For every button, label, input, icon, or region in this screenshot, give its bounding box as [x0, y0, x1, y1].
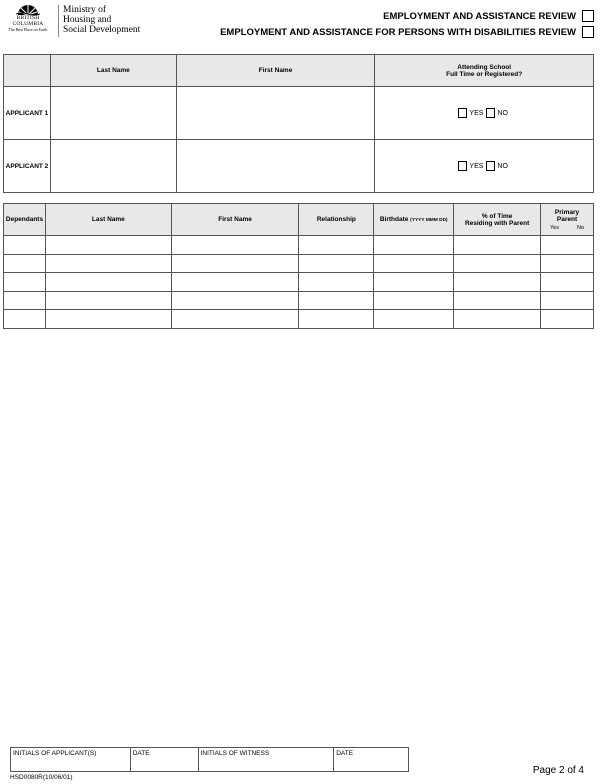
dependant-primary-parent-field[interactable]	[541, 254, 594, 273]
percent-line2: Residing with Parent	[464, 219, 530, 227]
dependant-relationship-field[interactable]	[299, 310, 374, 329]
dependants-table	[3, 203, 594, 329]
dependant-birthdate-field[interactable]	[374, 273, 454, 292]
dependant-last-name-field[interactable]	[45, 236, 171, 255]
dependant-first-name-field[interactable]	[171, 310, 299, 329]
dependant-last-name-field[interactable]	[45, 273, 171, 292]
dependant-birthdate-field[interactable]	[374, 291, 454, 310]
applicant-school-cell	[375, 140, 594, 193]
date-field-2[interactable]: DATE	[334, 748, 409, 772]
form-number: HSD0080R(10/06/01)	[10, 774, 73, 781]
dependant-birthdate-field[interactable]	[374, 310, 454, 329]
primary-line2: Parent	[556, 215, 578, 223]
primary-line1: Primary	[554, 208, 580, 216]
header-last-name: Last Name	[50, 55, 176, 87]
dependant-last-name-field[interactable]	[45, 291, 171, 310]
primary-yes-no-labels	[541, 225, 593, 231]
header-percent-time	[454, 204, 541, 236]
review-title-1: EMPLOYMENT AND ASSISTANCE REVIEW	[383, 10, 576, 22]
review-checkbox-2[interactable]	[582, 26, 594, 38]
header-first-name: First Name	[176, 55, 375, 87]
primary-no-label: No	[576, 224, 584, 231]
dependant-relationship-field[interactable]	[299, 273, 374, 292]
dependant-primary-parent-field[interactable]	[541, 273, 594, 292]
sun-logo-icon	[16, 2, 40, 16]
no-checkbox[interactable]	[486, 161, 495, 171]
bc-logo	[4, 2, 52, 38]
date-field-1[interactable]: DATE	[130, 748, 198, 772]
header-primary-parent	[541, 204, 594, 236]
dependant-primary-parent-field[interactable]	[541, 291, 594, 310]
ministry-name	[58, 5, 140, 37]
initials-witness-field[interactable]: INITIALS OF WITNESS	[198, 748, 334, 772]
dependant-percent-field[interactable]	[454, 273, 541, 292]
applicant-last-name-field[interactable]	[50, 87, 176, 140]
review-type-row-1	[383, 10, 594, 22]
ministry-line: Ministry of	[63, 5, 107, 15]
dependant-birthdate-field[interactable]	[374, 236, 454, 255]
logo-text-british: BRITISH	[16, 15, 40, 21]
dependant-last-name-field[interactable]	[45, 310, 171, 329]
dependant-birthdate-field[interactable]	[374, 254, 454, 273]
dependant-percent-field[interactable]	[454, 310, 541, 329]
yes-checkbox[interactable]	[458, 108, 467, 118]
initials-table	[10, 747, 409, 772]
applicant-label: APPLICANT 1	[4, 87, 51, 140]
dependant-row	[4, 291, 594, 310]
dependant-number-cell[interactable]	[4, 254, 46, 273]
ministry-line: Housing and	[63, 15, 112, 25]
dependant-first-name-field[interactable]	[171, 236, 299, 255]
applicants-header-row	[4, 55, 594, 87]
review-title-2: EMPLOYMENT AND ASSISTANCE FOR PERSONS WITH DISABILITIES REVIEW	[220, 26, 576, 38]
yes-no-group	[375, 161, 593, 171]
dependant-first-name-field[interactable]	[171, 291, 299, 310]
review-checkbox-1[interactable]	[582, 10, 594, 22]
header-attending-school	[375, 55, 594, 87]
dependant-first-name-field[interactable]	[171, 254, 299, 273]
header-birthdate	[374, 204, 454, 236]
yes-label: YES	[469, 109, 484, 117]
dependant-relationship-field[interactable]	[299, 291, 374, 310]
primary-yes-label: Yes	[550, 224, 559, 231]
header-dependants: Dependants	[4, 204, 46, 236]
percent-line1: % of Time	[481, 212, 513, 220]
applicant-row	[4, 87, 594, 140]
dependants-header-row	[4, 204, 594, 236]
header-relationship: Relationship	[299, 204, 374, 236]
dependant-row	[4, 254, 594, 273]
page-number: Page 2 of 4	[532, 765, 584, 776]
no-label: NO	[497, 109, 508, 117]
dependant-relationship-field[interactable]	[299, 254, 374, 273]
applicant-first-name-field[interactable]	[176, 140, 375, 193]
ministry-line: Social Development	[63, 25, 141, 35]
dependant-relationship-field[interactable]	[299, 236, 374, 255]
header-blank	[4, 55, 51, 87]
applicant-school-cell	[375, 87, 594, 140]
dependant-first-name-field[interactable]	[171, 273, 299, 292]
dependant-number-cell[interactable]	[4, 273, 46, 292]
dependants-body	[4, 236, 594, 329]
dependant-primary-parent-field[interactable]	[541, 310, 594, 329]
review-type-row-2	[220, 26, 594, 38]
applicant-first-name-field[interactable]	[176, 87, 375, 140]
form-header	[0, 0, 600, 44]
dependant-number-cell[interactable]	[4, 291, 46, 310]
dependant-percent-field[interactable]	[454, 254, 541, 273]
dependant-number-cell[interactable]	[4, 310, 46, 329]
applicant-label: APPLICANT 2	[4, 140, 51, 193]
dependant-last-name-field[interactable]	[45, 254, 171, 273]
header-first-name: First Name	[171, 204, 299, 236]
applicant-last-name-field[interactable]	[50, 140, 176, 193]
initials-row	[11, 748, 409, 772]
header-last-name: Last Name	[45, 204, 171, 236]
dependant-number-cell[interactable]	[4, 236, 46, 255]
yes-no-group	[375, 108, 593, 118]
dependant-row	[4, 273, 594, 292]
header-school-line2: Full Time or Registered?	[446, 70, 523, 78]
birthdate-label: Birthdate	[379, 216, 409, 223]
no-label: NO	[497, 162, 508, 170]
no-checkbox[interactable]	[486, 108, 495, 118]
applicant-row	[4, 140, 594, 193]
dependant-row	[4, 236, 594, 255]
applicants-table	[3, 54, 594, 193]
yes-checkbox[interactable]	[458, 161, 467, 171]
dependant-primary-parent-field[interactable]	[541, 236, 594, 255]
logo-tagline: The Best Place on Earth	[8, 27, 48, 33]
dependant-percent-field[interactable]	[454, 291, 541, 310]
yes-label: YES	[469, 162, 484, 170]
header-school-line1: Attending School	[457, 63, 512, 71]
initials-applicant-field[interactable]: INITIALS OF APPLICANT(S)	[11, 748, 131, 772]
logo-text-columbia: COLUMBIA	[12, 20, 44, 27]
birthdate-format: (YYYY MMM DD)	[410, 218, 448, 223]
dependant-row	[4, 310, 594, 329]
dependant-percent-field[interactable]	[454, 236, 541, 255]
